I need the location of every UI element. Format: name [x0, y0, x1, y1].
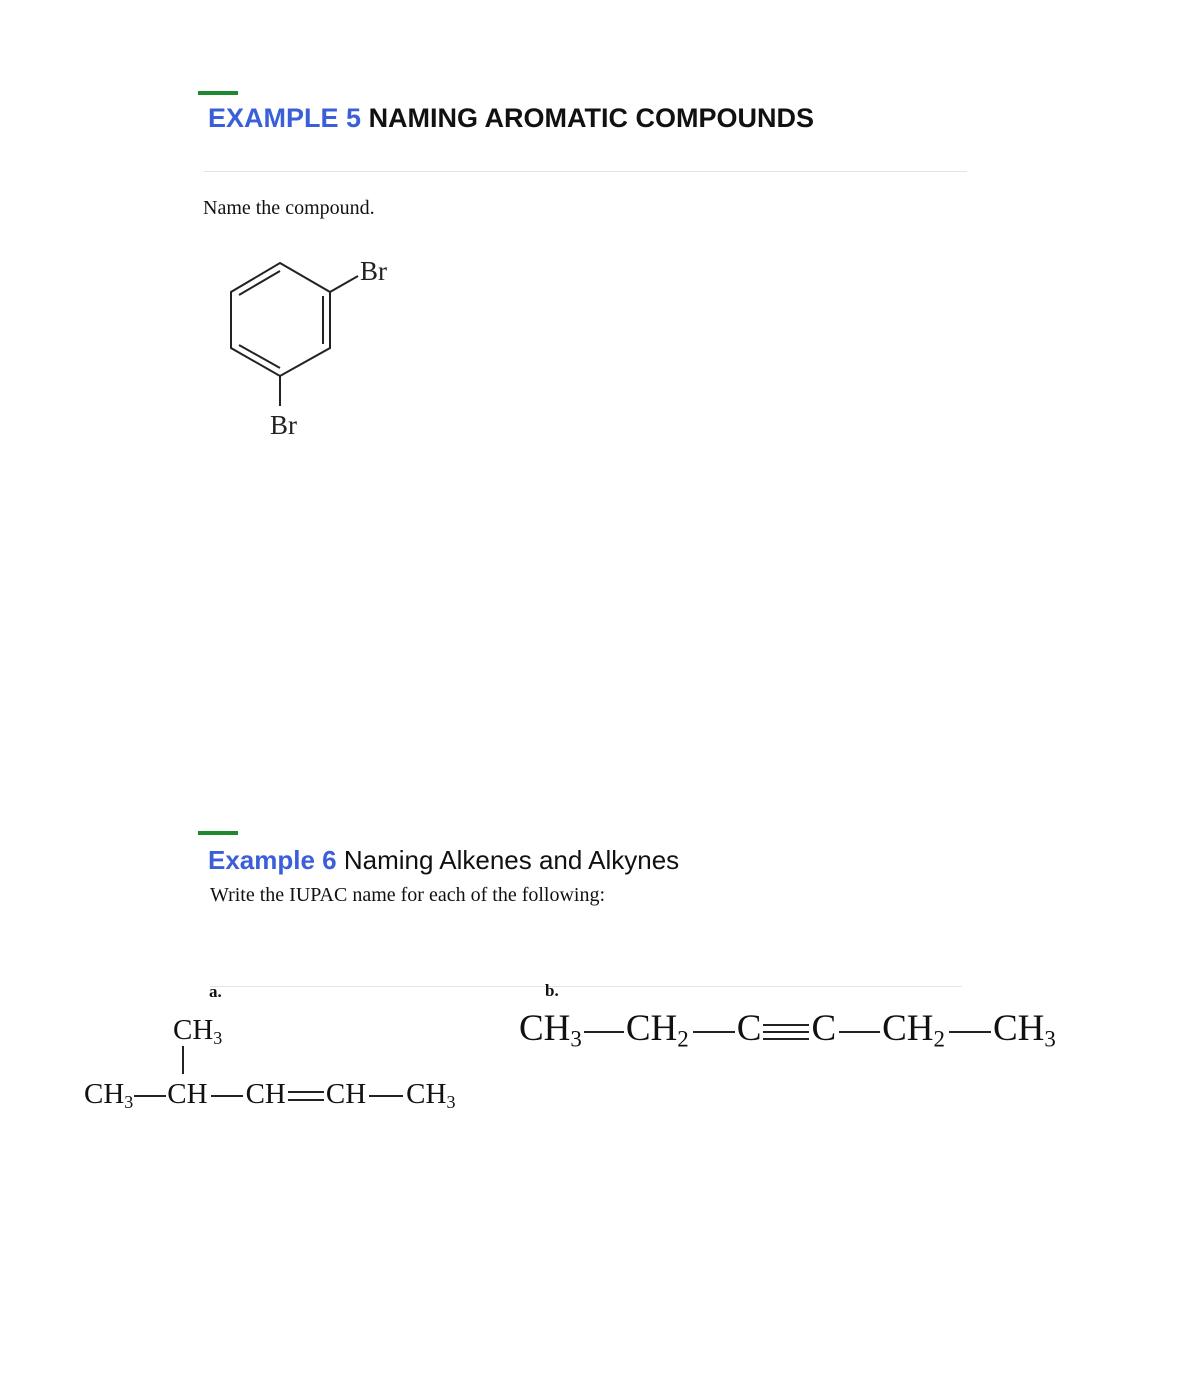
part-b-single-bond-3	[836, 1024, 882, 1040]
part-b-atom-6: $CH_3$	[993, 1008, 1056, 1052]
example5-heading	[208, 103, 814, 134]
substituent-top-label: Br	[360, 256, 387, 286]
part-a-double-bond	[286, 1089, 326, 1103]
example6-heading	[208, 845, 679, 876]
part-b-atom-4: C	[811, 1008, 837, 1049]
bond-to-top-br	[330, 276, 358, 292]
example6-label: Example 6	[208, 845, 337, 875]
part-a-branch-text: $CH_3$	[173, 1014, 223, 1049]
part-b-atom-5: $CH_2$	[882, 1008, 945, 1052]
part-a-atom-2: CH	[167, 1078, 208, 1110]
part-a-atom-1: $CH_3$	[84, 1078, 134, 1113]
example5-prompt: Name the compound.	[203, 197, 375, 219]
part-a-label: a.	[209, 982, 222, 1001]
part-a-single-bond-3	[366, 1089, 406, 1103]
example6-divider	[210, 986, 962, 987]
part-b-label: b.	[545, 981, 559, 1000]
part-a-atom-4: CH	[325, 1078, 367, 1110]
part-b-single-bond-1	[582, 1024, 626, 1040]
part-a-single-bond-2	[208, 1089, 246, 1103]
substituent-bottom-label: Br	[270, 410, 297, 440]
part-b-atom-2: $CH_2$	[625, 1008, 689, 1052]
part-a-single-bond-1	[133, 1089, 167, 1103]
example6-prompt: Write the IUPAC name for each of the following:	[210, 884, 606, 906]
part-a-chain	[84, 1078, 456, 1113]
example5-label: EXAMPLE 5	[208, 103, 362, 133]
part-a-branch-group	[173, 1014, 223, 1049]
part-a-atom-3: CH	[245, 1078, 286, 1110]
part-a-branch-bond	[182, 1046, 184, 1074]
part-b-chain	[519, 1008, 1056, 1052]
part-b-triple-bond	[761, 1023, 811, 1041]
dibromobenzene-structure	[220, 250, 420, 450]
example5-accent-bar	[198, 91, 238, 95]
part-b-atom-1: $CH_3$	[519, 1008, 582, 1052]
part-a-atom-5: $CH_3$	[406, 1078, 456, 1113]
benzene-ring	[231, 263, 330, 376]
example5-divider	[204, 171, 967, 172]
part-b-single-bond-2	[689, 1024, 737, 1040]
example5-title: NAMING AROMATIC COMPOUNDS	[368, 103, 815, 133]
example6-accent-bar	[198, 831, 238, 835]
example6-title: Naming Alkenes and Alkynes	[343, 845, 680, 875]
part-b-single-bond-4	[945, 1024, 993, 1040]
part-b-atom-3: C	[736, 1008, 762, 1049]
